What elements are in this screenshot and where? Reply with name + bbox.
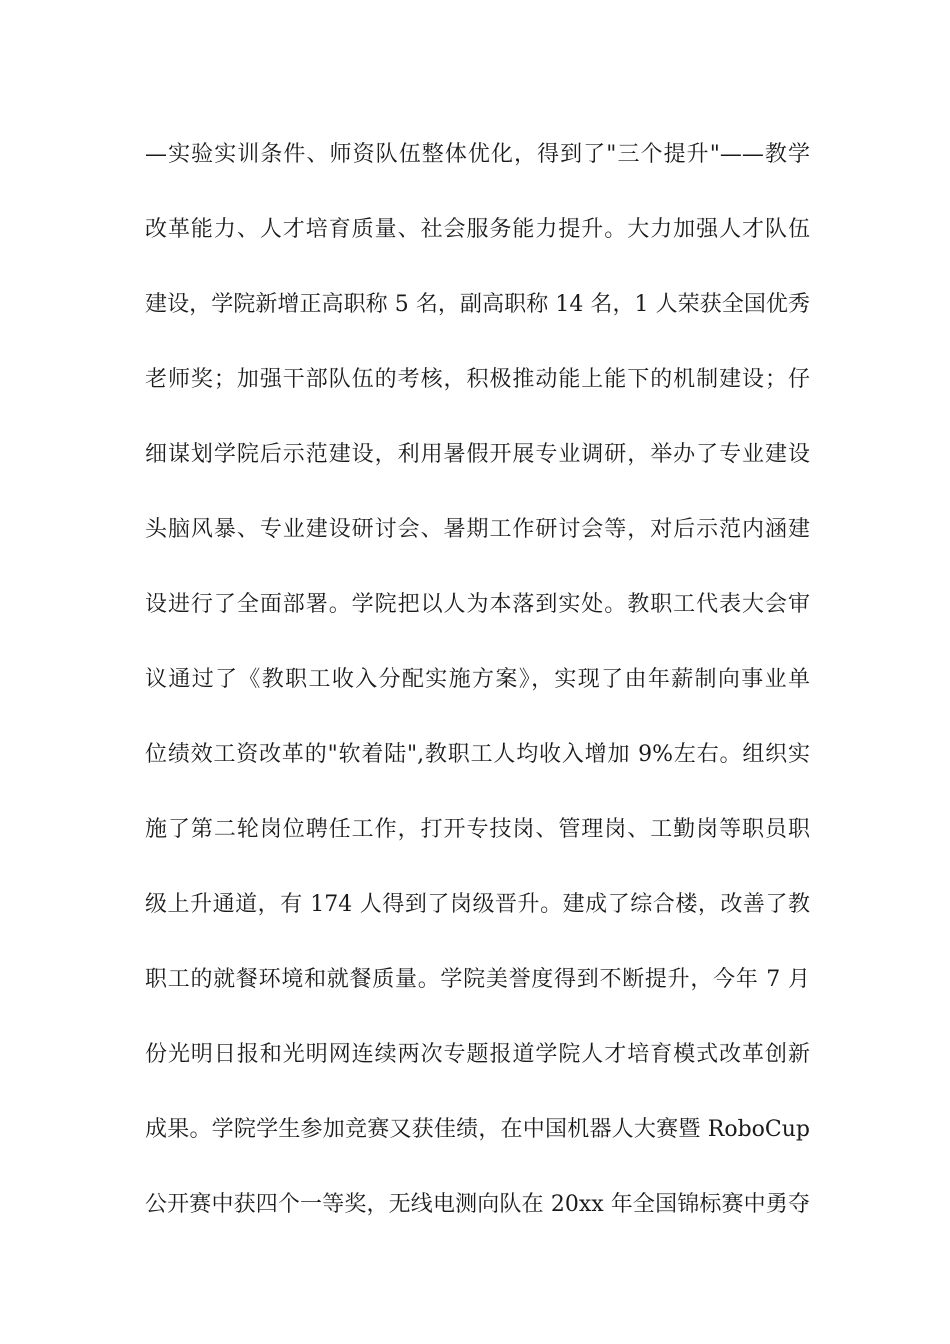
- text-line-7: 设进行了全面部署。学院把以人为本落到实处。教职工代表大会审: [145, 592, 810, 617]
- text-line-12: 职工的就餐环境和就餐质量。学院美誉度得到不断提升，今年 7 月: [145, 967, 810, 992]
- text-line-9: 位绩效工资改革的"软着陆",教职工人均收入增加 9%左右。组织实: [145, 742, 810, 767]
- text-line-1: —实验实训条件、师资队伍整体优化，得到了"三个提升"——教学: [145, 142, 810, 167]
- text-line-5: 细谋划学院后示范建设，利用暑假开展专业调研，举办了专业建设: [145, 442, 810, 467]
- text-line-3: 建设，学院新增正高职称 5 名，副高职称 14 名，1 人荣获全国优秀: [145, 292, 810, 317]
- text-line-8: 议通过了《教职工收入分配实施方案》，实现了由年薪制向事业单: [145, 667, 810, 692]
- text-line-4: 老师奖；加强干部队伍的考核，积极推动能上能下的机制建设；仔: [145, 367, 810, 392]
- text-line-11: 级上升通道，有 174 人得到了岗级晋升。建成了综合楼，改善了教: [145, 892, 810, 917]
- body-text: [145, 133, 810, 1258]
- text-line-13: 份光明日报和光明网连续两次专题报道学院人才培育模式改革创新: [145, 1042, 810, 1067]
- text-line-6: 头脑风暴、专业建设研讨会、暑期工作研讨会等，对后示范内涵建: [145, 517, 810, 542]
- text-line-15: 公开赛中获四个一等奖，无线电测向队在 20xx 年全国锦标赛中勇夺: [145, 1192, 810, 1217]
- text-line-14: 成果。学院学生参加竞赛又获佳绩，在中国机器人大赛暨 RoboCup: [145, 1117, 810, 1142]
- text-line-2: 改革能力、人才培育质量、社会服务能力提升。大力加强人才队伍: [145, 217, 810, 242]
- text-line-10: 施了第二轮岗位聘任工作，打开专技岗、管理岗、工勤岗等职员职: [145, 817, 810, 842]
